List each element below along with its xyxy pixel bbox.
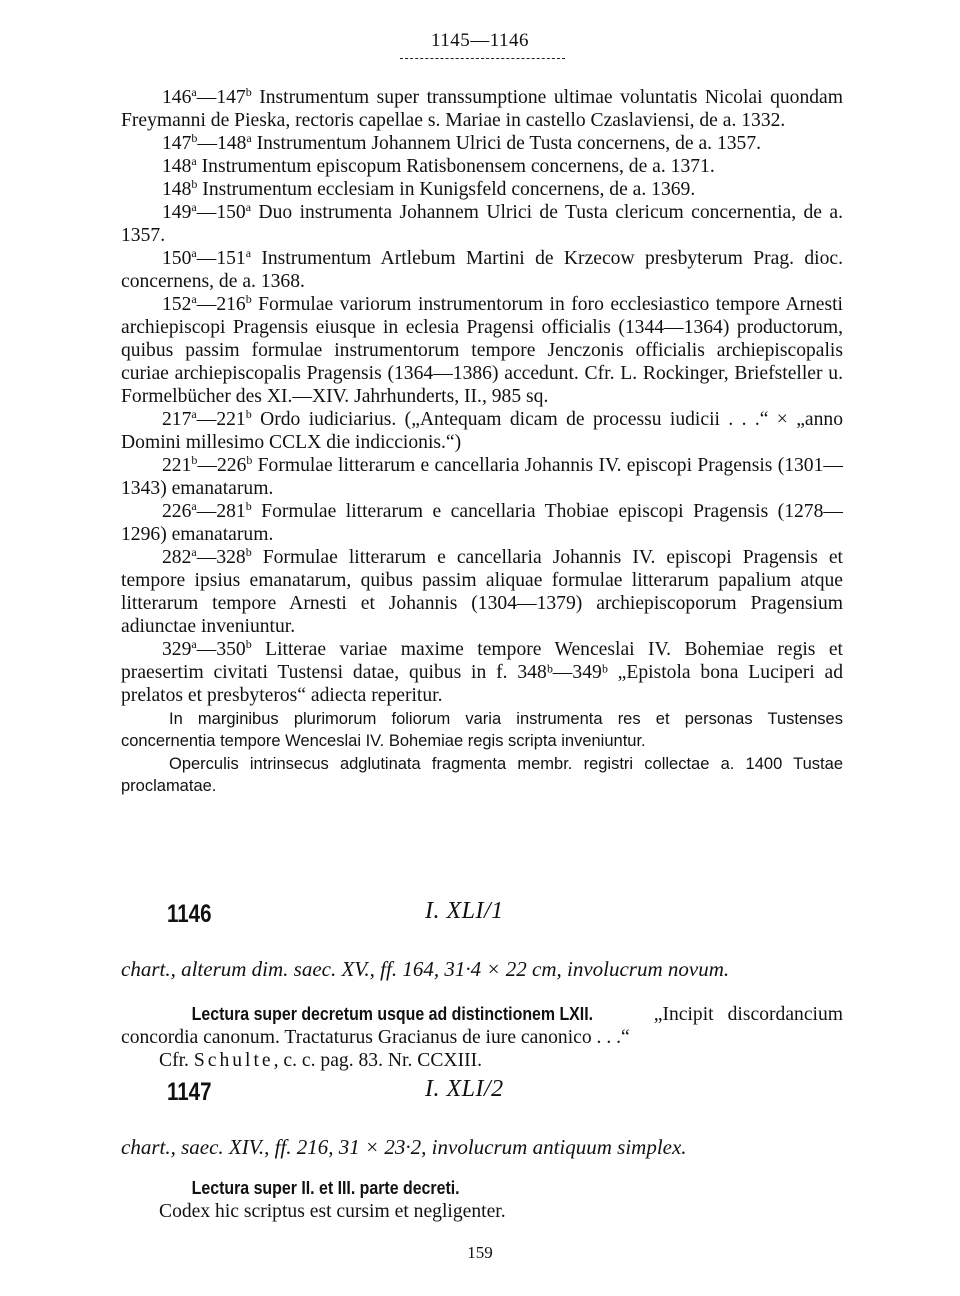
- codex-description: chart., alterum dim. saec. XV., ff. 164, 31·4 × 22 cm, involucrum novum.: [121, 957, 730, 981]
- header-rule: [400, 58, 565, 59]
- codex-description: chart., saec. XIV., ff. 216, 31 × 23·2, involucrum antiquum simplex.: [121, 1135, 687, 1159]
- codex-number: 1146: [167, 900, 212, 928]
- binding-note: Operculis intrinsecus adglutinata fragmenta membr. registri collectae a. 1400 Tustae proclamatae.: [121, 755, 843, 795]
- entry: 146$^a$—147$^b$ Instrumentum super transsumptione ultimae voluntatis Nicolai quondam Freymanni de Pieska, rectoris capellae s. Mariae in castello Czaslaviensi, de a. 1332.: [121, 85, 843, 131]
- codex-number: 1147: [167, 1078, 212, 1106]
- codex-title: Lectura super II. et III. parte decreti.: [191, 1177, 460, 1198]
- entry: 217$^a$—221$^b$ Ordo iudiciarius. („Antequam dicam de processu iudicii . . .“ × „anno Domini millesimo CCLX die indiccionis.“): [121, 407, 843, 453]
- entry: 149$^a$—150$^a$ Duo instrumenta Johannem Ulrici de Tusta clericum concernentia, de a. 1357.: [121, 200, 843, 246]
- entry: 148$^b$ Instrumentum ecclesiam in Kunigsfeld concernens, de a. 1369.: [162, 177, 696, 200]
- entries-list: [121, 86, 843, 799]
- entry: 150$^a$—151$^a$ Instrumentum Artlebum Martini de Krzecow presbyterum Prag. dioc. concernens, de a. 1368.: [121, 246, 843, 292]
- entry: 148$^a$ Instrumentum episcopum Ratisbonensem concernens, de a. 1371.: [162, 154, 715, 177]
- notes: [121, 709, 843, 797]
- codex-content: [121, 1176, 843, 1200]
- codex-title: Lectura super decretum usque ad distinctionem LXII.: [191, 1003, 594, 1024]
- codex-reference: Cfr. Schulte, c. c. pag. 83. Nr. CCXIII.: [159, 1050, 483, 1071]
- entry: 221$^b$—226$^b$ Formulae litterarum e cancellaria Johannis IV. episcopi Pragensis (1301—1343) emanatarum.: [121, 453, 843, 499]
- margin-note: In marginibus plurimorum foliorum varia instrumenta res et personas Tustenses concernentia tempore Wenceslai IV. Bohemiae regis scripta inveniuntur.: [121, 710, 843, 750]
- codex-reference: Codex hic scriptus est cursim et negligenter.: [159, 1201, 506, 1222]
- codex-signature: I. XLI/1: [425, 898, 504, 924]
- codex-signature: I. XLI/2: [425, 1076, 504, 1102]
- entry: 282$^a$—328$^b$ Formulae litterarum e cancellaria Johannis IV. episcopi Pragensis et tempore ipsius emanatarum, quibus passim aliquae formulae litterarum papalium atque litterarum tempore Arnesti et Johannis (1304—1379) archiepiscoporum Pragensium adiunctae inveniuntur.: [121, 545, 843, 637]
- entry: 329$^a$—350$^b$ Litterae variae maxime tempore Wenceslai IV. Bohemiae regis et praesertim civitati Tustensi datae, quibus in f. 348ᵇ—349ᵇ „Epistola bona Luciperi ad prelatos et presbyteros“ adiecta reperitur.: [121, 637, 843, 706]
- codex-content: Lectura super decretum usque ad distinctionem LXII. „Incipit discordancium concordia canonum. Tractaturus Gracianus de iure canonico . . .“: [121, 1003, 843, 1048]
- page-header: 1145—1146: [430, 30, 530, 51]
- page-number: 159: [467, 1243, 493, 1262]
- entry: 152$^a$—216$^b$ Formulae variorum instrumentorum in foro ecclesiastico tempore Arnesti archiepiscopi Pragensis eiusque in eclesia Pragensi officialis (1344—1364) productorum, quibus passim formulae instrumentorum tempore Jenczonis officialis archiepiscopalis curiae archiepiscopalis Pragensis (1364—1386) accedunt. Cfr. L. Rockinger, Briefsteller u. Formelbücher des XI.—XIV. Jahrhunderts, II., 985 sq.: [121, 292, 843, 407]
- codex-1146: [121, 900, 843, 1072]
- codex-heading: [121, 900, 843, 934]
- entry: 226$^a$—281$^b$ Formulae litterarum e cancellaria Thobiae episcopi Pragensis (1278—1296) emanatarum.: [121, 499, 843, 545]
- codex-heading: [121, 1078, 843, 1112]
- entry: 147$^b$—148$^a$ Instrumentum Johannem Ulrici de Tusta concernens, de a. 1357.: [162, 131, 762, 154]
- codex-1147: [121, 1078, 843, 1223]
